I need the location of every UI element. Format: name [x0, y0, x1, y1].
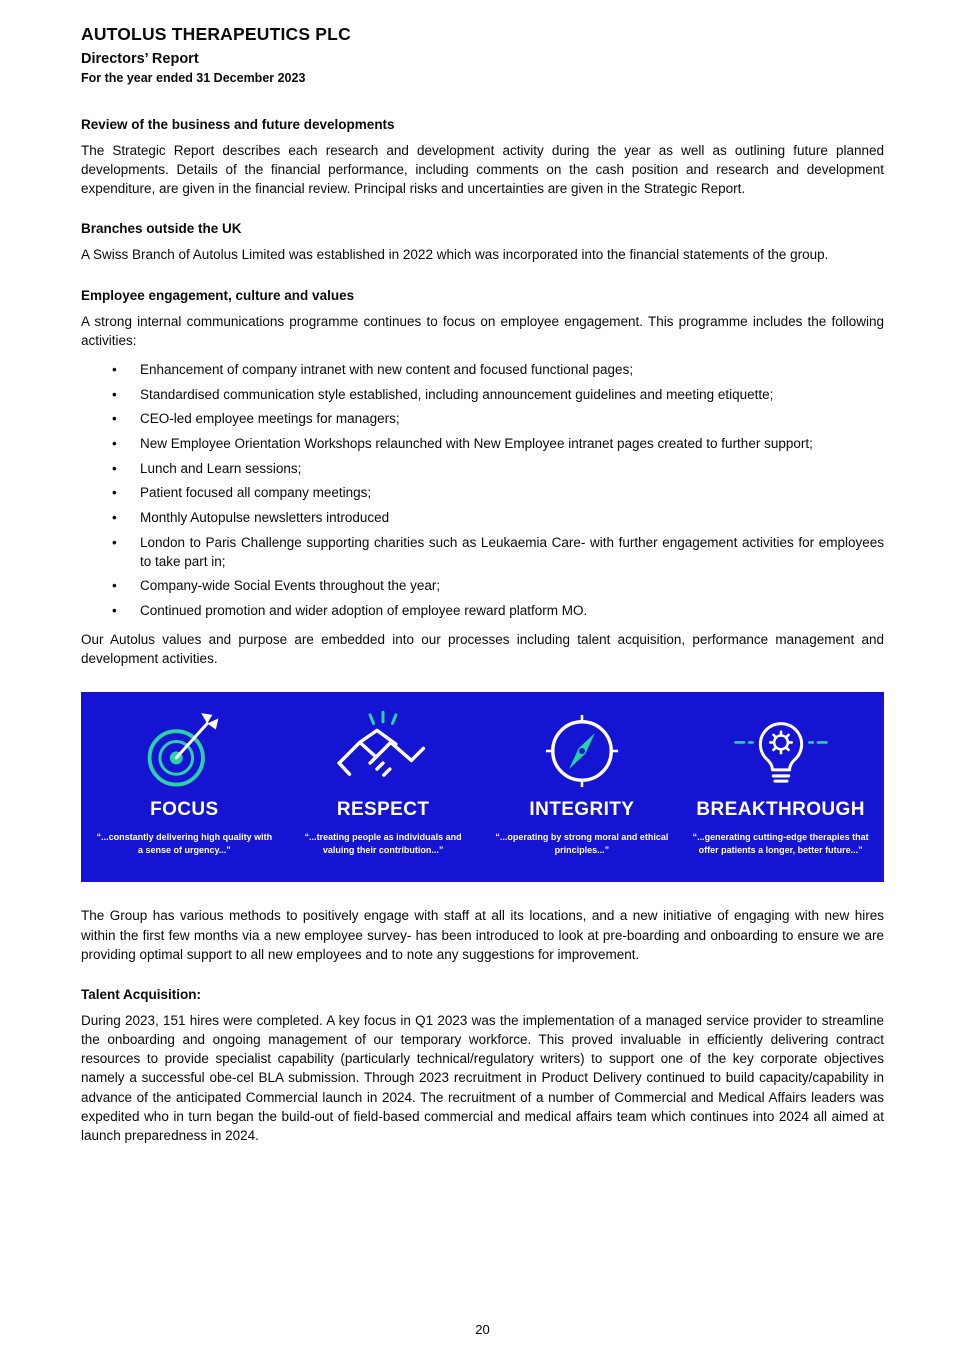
value-title: FOCUS — [150, 799, 219, 821]
section-review-of-business — [81, 117, 884, 198]
paragraph: The Strategic Report describes each research and development activity during the year as well as outlining future planned developments. Details of the financial performance, including comments on the cash position and research and development expenditure, are given in the financial review. Principal risks and uncertainties are given in the Strategic Report. — [81, 143, 884, 197]
list-item: • Monthly Autopulse newsletters introduced — [81, 508, 884, 527]
section-branches — [81, 221, 884, 264]
paragraph: A strong internal communications programme continues to focus on employee engagement. This programme includes the following activities: — [81, 313, 884, 348]
report-header — [81, 24, 884, 85]
section-talent-acquisition — [81, 987, 884, 1145]
list-item: • Standardised communication style established, including announcement guidelines and meeting etiquette; — [81, 385, 884, 404]
section-engagement-followup — [81, 906, 884, 963]
value-title: BREAKTHROUGH — [696, 799, 865, 821]
section-heading: Review of the business and future developments — [81, 117, 395, 132]
section-heading: Talent Acquisition: — [81, 986, 201, 1002]
list-item: • Company-wide Social Events throughout the year; — [81, 576, 884, 595]
value-quote: “...operating by strong moral and ethical principles...” — [495, 832, 669, 856]
section-employee-engagement — [81, 288, 884, 669]
value-quote: “...treating people as individuals and valuing their contribution...” — [304, 832, 462, 856]
list-item: • Lunch and Learn sessions; — [81, 459, 884, 478]
section-heading: Branches outside the UK — [81, 221, 242, 237]
values-banner — [81, 692, 884, 882]
paragraph: During 2023, 151 hires were completed. A key focus in Q1 2023 was the implementation of a managed service provider to streamline the onboarding and ongoing management of our temporary workforce. This proved invaluable in efficiently delivering contract resources to provide specialist capability (particularly technical/regulatory writers) to support one of the key corporate objectives namely a successful obe-cel BLA submission. Through 2023 recruitment in Product Delivery continued to build capacity/capability in advance of the anticipated Commercial launch in 2024. The recruitment of a number of Commercial and Medical Affairs leaders was expedited who in turn began the build-out of field-based commercial and medical affairs team which continues into 2024 all aimed at launch preparedness in 2024. — [81, 1012, 884, 1143]
target-dart-icon — [136, 704, 232, 798]
company-name: AUTOLUS THERAPEUTICS PLC — [81, 24, 351, 44]
list-item: • Patient focused all company meetings; — [81, 483, 884, 502]
value-quote: “...constantly delivering high quality with a sense of urgency...” — [96, 832, 273, 856]
paragraph: Our Autolus values and purpose are embedded into our processes including talent acquisition, performance management and development activities. — [81, 632, 884, 667]
value-focus — [85, 704, 284, 872]
list-item: • Continued promotion and wider adoption of employee reward platform MO. — [81, 601, 884, 620]
section-heading: Employee engagement, culture and values — [81, 287, 355, 303]
list-item: • CEO-led employee meetings for managers; — [81, 409, 884, 428]
list-item: • New Employee Orientation Workshops relaunched with New Employee intranet pages created to further support; — [81, 434, 884, 453]
value-title: RESPECT — [336, 799, 430, 821]
list-item: • Enhancement of company intranet with new content and focused functional pages; — [81, 360, 884, 379]
list-item: • London to Paris Challenge supporting charities such as Leukaemia Care- with further engagement activities for employees to take part in; — [81, 533, 884, 571]
handshake-icon — [327, 704, 439, 798]
value-integrity — [483, 704, 682, 872]
value-breakthrough — [681, 704, 880, 872]
report-period: For the year ended 31 December 2023 — [81, 71, 306, 85]
value-title: INTEGRITY — [529, 799, 635, 821]
report-title: Directors’ Report — [81, 51, 199, 67]
value-respect — [284, 704, 483, 872]
lightbulb-gear-icon — [725, 704, 837, 798]
engagement-activities-list — [81, 360, 884, 620]
paragraph: The Group has various methods to positively engage with staff at all its locations, and a new initiative of engaging with new hires within the first few months via a new employee survey- has been introduced to look at pre-boarding and onboarding to ensure we are providing optimal support to all new employees and to note any suggestions for improvement. — [81, 908, 884, 962]
page-number: 20 — [475, 1322, 490, 1337]
value-quote: “...generating cutting-edge therapies that offer patients a longer, better future...” — [692, 832, 869, 856]
paragraph: A Swiss Branch of Autolus Limited was established in 2022 which was incorporated into the financial statements of the group. — [81, 247, 829, 263]
compass-icon — [539, 704, 625, 798]
